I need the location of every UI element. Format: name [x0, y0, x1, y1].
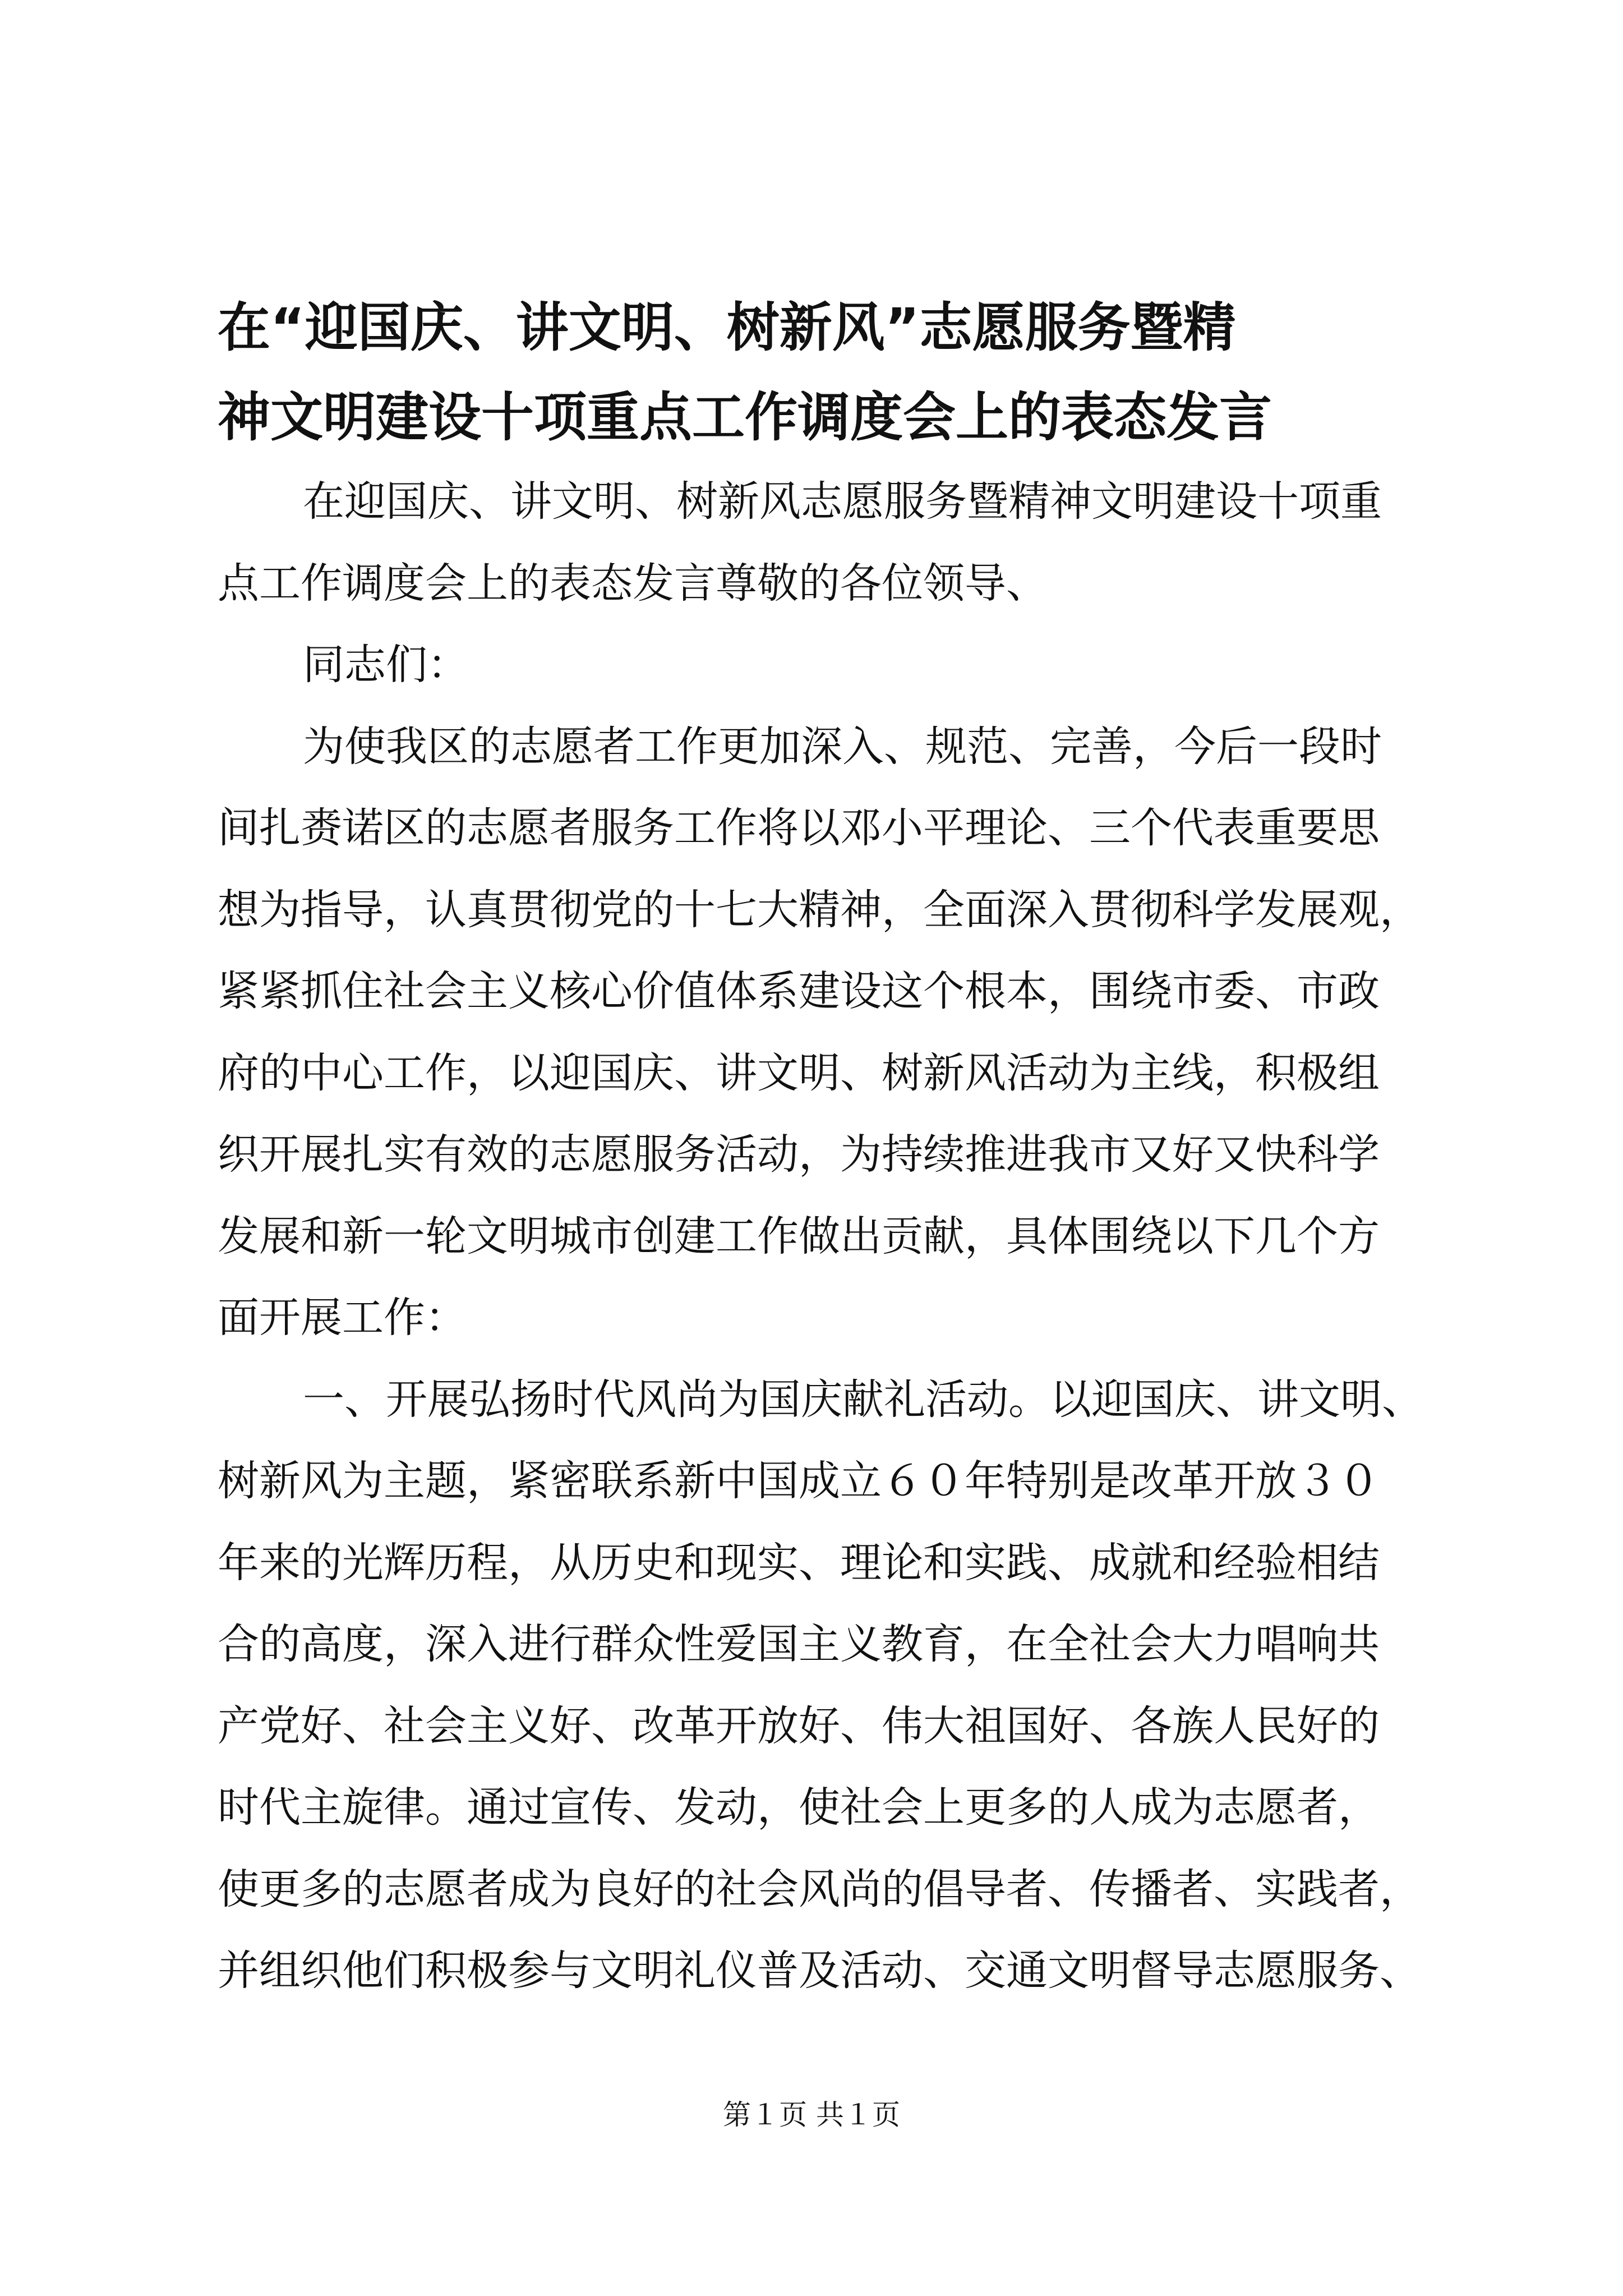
- body-line: 产党好、社会主义好、改革开放好、伟大祖国好、各族人民好的: [218, 1701, 1380, 1750]
- body-line: 面开展工作：: [218, 1294, 467, 1342]
- body-line: 间扎赉诺区的志愿者服务工作将以邓小平理论、三个代表重要思: [218, 804, 1380, 852]
- page-footer: 第１页 共１页: [723, 2099, 900, 2131]
- document-body: [218, 461, 1440, 2012]
- body-line: 府的中心工作，以迎国庆、讲文明、树新风活动为主线，积极组: [218, 1048, 1380, 1097]
- body-line: 同志们：: [303, 641, 469, 689]
- body-line: 点工作调度会上的表态发言尊敬的各位领导、: [218, 559, 1048, 608]
- body-line: 时代主旋律。通过宣传、发动，使社会上更多的人成为志愿者，: [218, 1783, 1380, 1832]
- body-line: 发展和新一轮文明城市创建工作做出贡献，具体围绕以下几个方: [218, 1212, 1380, 1260]
- body-line: 使更多的志愿者成为良好的社会风尚的倡导者、传播者、实践者，: [218, 1865, 1421, 1913]
- body-line: 织开展扎实有效的志愿服务活动，为持续推进我市又好又快科学: [218, 1130, 1380, 1179]
- body-line: 合的高度，深入进行群众性爱国主义教育，在全社会大力唱响共: [218, 1620, 1380, 1668]
- document-title: [218, 283, 1429, 463]
- body-line: 年来的光辉历程，从历史和现实、理论和实践、成就和经验相结: [218, 1538, 1380, 1587]
- body-line: 并组织他们积极参与文明礼仪普及活动、交通文明督导志愿服务、: [218, 1947, 1421, 1995]
- body-line: 想为指导，认真贯彻党的十七大精神，全面深入贯彻科学发展观，: [218, 885, 1421, 934]
- body-line: 树新风为主题，紧密联系新中国成立６０年特别是改革开放３０: [218, 1457, 1380, 1505]
- body-line: 在迎国庆、讲文明、树新风志愿服务暨精神文明建设十项重: [303, 477, 1382, 526]
- body-line: 紧紧抓住社会主义核心价值体系建设这个根本，围绕市委、市政: [218, 967, 1380, 1015]
- body-line: 为使我区的志愿者工作更加深入、规范、完善，今后一段时: [303, 722, 1382, 771]
- title-line: 在“迎国庆、讲文明、树新风”志愿服务暨精: [218, 297, 1236, 358]
- title-line: 神文明建设十项重点工作调度会上的表态发言: [218, 387, 1272, 448]
- body-line: 一、开展弘扬时代风尚为国庆献礼活动。以迎国庆、讲文明、: [303, 1375, 1423, 1424]
